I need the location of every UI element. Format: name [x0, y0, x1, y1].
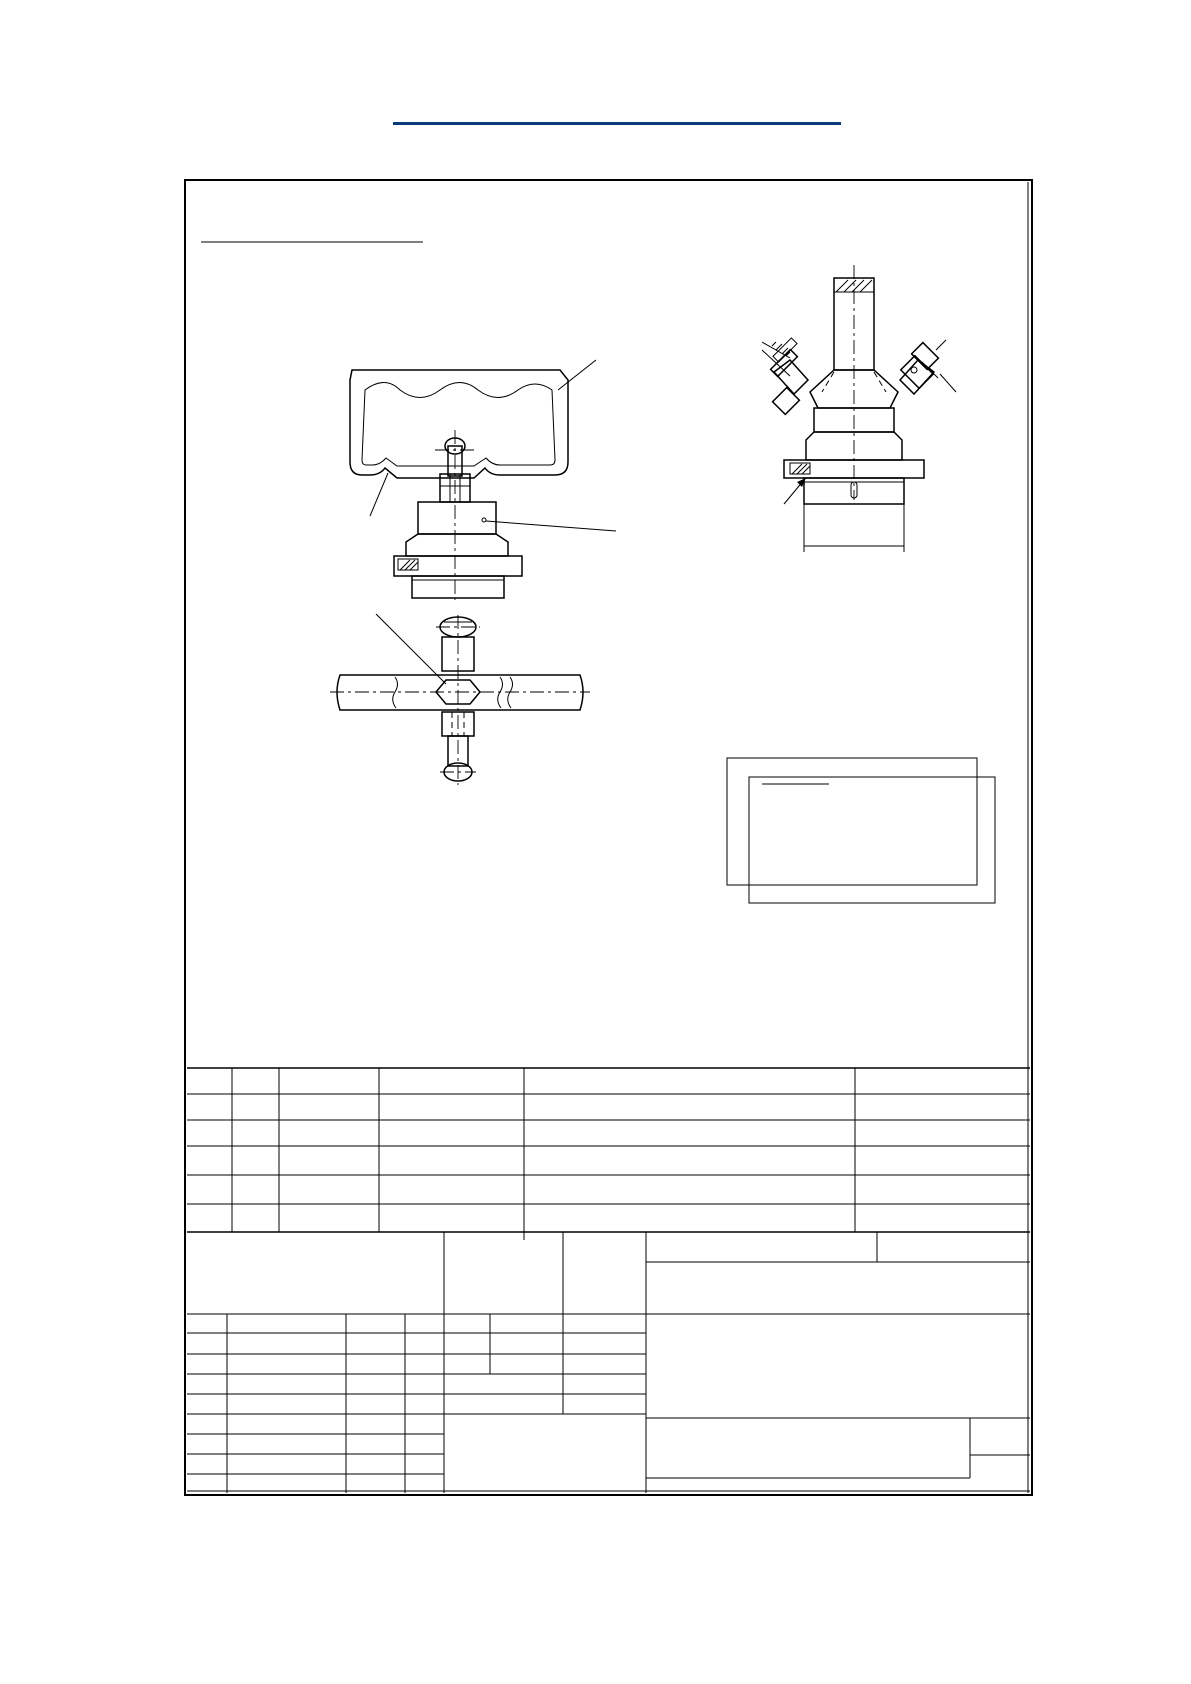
title-block — [187, 1232, 1030, 1493]
note-box — [727, 758, 995, 903]
revision-table — [187, 1068, 1030, 1240]
valve-assembly-drawing — [762, 265, 956, 552]
sheet-frame — [185, 180, 1032, 1495]
valve-handle-drawing — [350, 360, 616, 600]
t-key-wrench-drawing — [330, 614, 590, 785]
